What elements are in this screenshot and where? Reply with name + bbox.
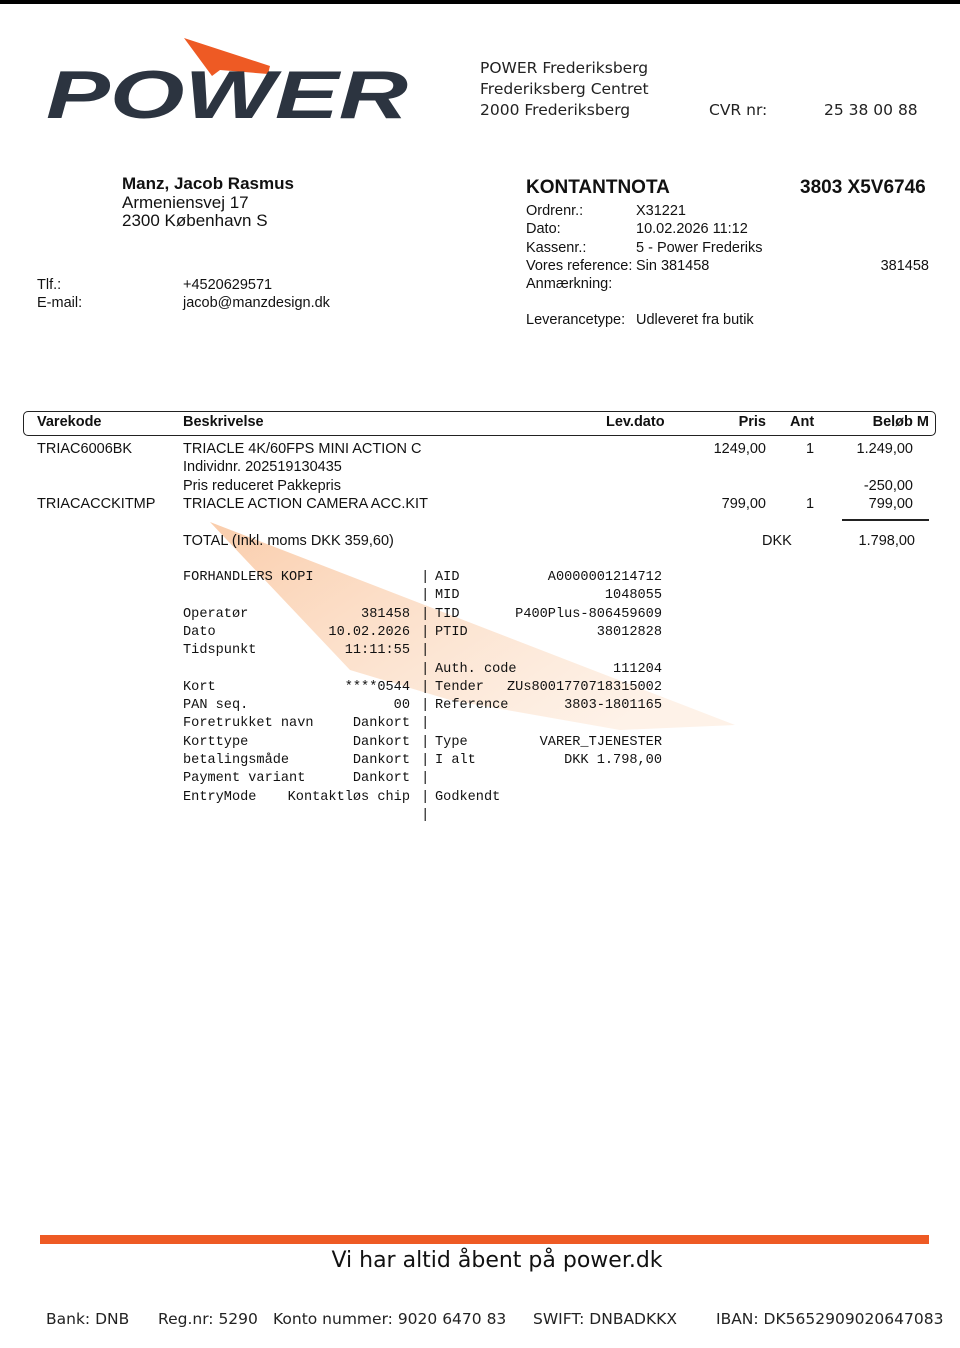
- customer-city: 2300 København S: [122, 211, 268, 230]
- row-belob: 1.249,00: [856, 441, 913, 457]
- leverancetype-label: Leverancetype:: [526, 312, 626, 328]
- footer-swift: SWIFT: DNBADKKX: [533, 1310, 677, 1328]
- customer-name: Manz, Jacob Rasmus: [122, 174, 294, 193]
- terminal-right-label: Type: [435, 734, 468, 750]
- terminal-right-label: Godkendt: [435, 789, 501, 805]
- terminal-pipe: |: [421, 623, 430, 640]
- terminal-right-value: 1048055: [604, 588, 662, 604]
- terminal-left-label: EntryMode: [183, 789, 257, 805]
- terminal-left-label: Payment variant: [183, 771, 306, 787]
- terminal-right-label: MID: [435, 588, 460, 604]
- dato-value: 10.02.2026 11:12: [636, 221, 748, 237]
- terminal-pipe: |: [421, 569, 430, 585]
- header-varekode: Varekode: [37, 414, 102, 430]
- terminal-left-value: Dankort: [352, 716, 410, 732]
- terminal-left-value: Dankort: [352, 734, 410, 750]
- footer-orange-bar: [40, 1235, 929, 1244]
- reference-value: Sin 381458: [636, 258, 710, 274]
- terminal-right-label: PTID: [435, 624, 468, 640]
- terminal-pipe: |: [421, 697, 430, 714]
- total-underline: [842, 519, 929, 521]
- reference-label: Vores reference:: [526, 258, 633, 274]
- terminal-right-label: Tender: [435, 679, 484, 695]
- phone-label: Tlf.:: [37, 277, 62, 293]
- terminal-pipe: |: [421, 678, 430, 695]
- row-belob: -250,00: [863, 478, 913, 494]
- customer-street: Armeniensvej 17: [122, 193, 249, 212]
- terminal-right-label: AID: [435, 570, 460, 585]
- terminal-left-value: Dankort: [352, 753, 410, 768]
- terminal-right-label: I alt: [435, 753, 476, 768]
- email-label: E-mail:: [37, 295, 83, 311]
- terminal-right-value: DKK 1.798,00: [564, 753, 662, 768]
- terminal-pipe: |: [421, 660, 430, 677]
- terminal-left-label: Dato: [183, 624, 216, 640]
- terminal-left-label: Kort: [183, 679, 216, 695]
- nota-number: 3803 X5V6746: [800, 177, 926, 198]
- terminal-left-value: 11:11:55: [344, 643, 410, 659]
- email-value: jacob@manzdesign.dk: [183, 295, 330, 311]
- anmaerkning-label: Anmærkning:: [526, 276, 613, 292]
- store-city: 2000 Frederiksberg: [480, 101, 631, 119]
- header-ant: Ant: [790, 414, 815, 430]
- terminal-left-value: ****0544: [344, 679, 410, 695]
- nota-title: KONTANTNOTA: [526, 177, 670, 198]
- dato-label: Dato:: [526, 221, 561, 237]
- row-ant: 1: [806, 441, 815, 457]
- terminal-pipe: |: [421, 642, 430, 659]
- terminal-right-label: Reference: [435, 698, 509, 714]
- ordrenr-value: X31221: [636, 203, 686, 219]
- row-varekode: TRIACACCKITMP: [37, 496, 156, 512]
- top-border: [0, 0, 960, 4]
- terminal-left-label: Korttype: [183, 734, 249, 750]
- row-varekode: TRIAC6006BK: [37, 441, 133, 457]
- terminal-left-value: 381458: [361, 606, 410, 622]
- terminal-right-value: 38012828: [596, 624, 662, 640]
- terminal-left-value: Kontaktløs chip: [287, 789, 410, 805]
- terminal-right-value: A0000001214712: [547, 570, 662, 585]
- terminal-left-label: betalingsmåde: [183, 753, 290, 768]
- terminal-pipe: |: [421, 715, 430, 732]
- terminal-right-value: 111204: [613, 661, 662, 677]
- row-belob: 799,00: [868, 496, 913, 512]
- ordrenr-label: Ordrenr.:: [526, 203, 584, 219]
- terminal-right-value: P400Plus-806459609: [515, 606, 662, 622]
- terminal-right-label: TID: [435, 606, 460, 622]
- header-levdato: Lev.dato: [606, 414, 665, 430]
- footer-regnr: Reg.nr: 5290: [158, 1310, 258, 1328]
- row-pris: 1249,00: [713, 441, 766, 457]
- footer-tagline: Vi har altid åbent på power.dk: [331, 1248, 663, 1273]
- terminal-pipe: |: [421, 752, 430, 768]
- header-belob: Beløb M: [872, 414, 929, 430]
- power-logo: [44, 36, 414, 126]
- store-name: POWER Frederiksberg: [480, 59, 649, 77]
- terminal-pipe: |: [421, 806, 430, 823]
- header-beskrivelse: Beskrivelse: [183, 414, 264, 430]
- terminal-pipe: |: [421, 605, 430, 622]
- header-pris: Pris: [738, 414, 766, 430]
- terminal-left-value: 10.02.2026: [328, 624, 410, 640]
- store-center: Frederiksberg Centret: [480, 80, 649, 98]
- terminal-left-label: Foretrukket navn: [183, 716, 314, 732]
- row-beskrivelse: TRIACLE 4K/60FPS MINI ACTION C: [183, 441, 422, 457]
- terminal-left-label: Tidspunkt: [183, 643, 257, 659]
- row-ant: 1: [806, 496, 815, 512]
- row-beskrivelse: TRIACLE ACTION CAMERA ACC.KIT: [183, 496, 428, 512]
- terminal-left-label: FORHANDLERS KOPI: [183, 570, 314, 585]
- terminal-right-value: 3803-1801165: [564, 698, 662, 714]
- terminal-left-label: Operatør: [183, 606, 249, 622]
- terminal-pipe: |: [421, 587, 430, 604]
- total-label: TOTAL (Inkl. moms DKK 359,60): [183, 533, 394, 549]
- row-beskrivelse: Individnr. 202519130435: [183, 459, 342, 475]
- total-currency: DKK: [762, 533, 792, 549]
- terminal-right-label: Auth. code: [435, 661, 517, 677]
- leverancetype-value: Udleveret fra butik: [636, 312, 754, 328]
- terminal-right-value: VARER_TJENESTER: [539, 734, 662, 750]
- row-beskrivelse: Pris reduceret Pakkepris: [183, 478, 341, 494]
- terminal-pipe: |: [421, 788, 430, 805]
- total-value: 1.798,00: [858, 533, 915, 549]
- terminal-left-label: PAN seq.: [183, 698, 249, 714]
- footer-konto: Konto nummer: 9020 6470 83: [273, 1310, 507, 1328]
- reference-code: 381458: [880, 258, 929, 274]
- row-pris: 799,00: [721, 496, 766, 512]
- terminal-pipe: |: [421, 770, 430, 787]
- terminal-left-value: Dankort: [352, 771, 410, 787]
- footer-bank: Bank: DNB: [46, 1310, 130, 1328]
- terminal-pipe: |: [421, 733, 430, 750]
- footer-iban: IBAN: DK5652909020647083: [716, 1310, 944, 1328]
- terminal-left-value: 00: [393, 698, 410, 714]
- kassenr-value: 5 - Power Frederiks: [636, 240, 763, 256]
- terminal-right-value: ZUs8001770718315002: [507, 679, 662, 695]
- kassenr-label: Kassenr.:: [526, 240, 587, 256]
- logo-text: POWER: [46, 57, 408, 126]
- cvr-value: 25 38 00 88: [824, 101, 918, 119]
- cvr-label: CVR nr:: [709, 101, 768, 119]
- phone-value: +4520629571: [183, 277, 273, 293]
